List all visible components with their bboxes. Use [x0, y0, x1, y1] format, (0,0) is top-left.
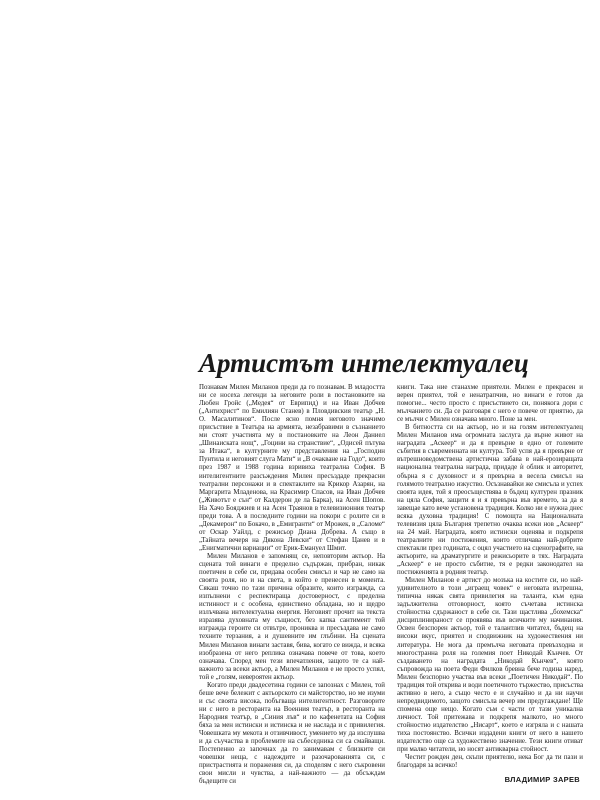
article-paragraph: Познавам Милен Миланов преди да го познавам. В младостта ни се носеха легенди за неговите роли в постановките на Любен Гройс („Медея“ от Еврипид) и на Иван Добчев („Антихрист“ по Емилиян Станев) в Пловдивския театър „Н. О. Масалитинов“. После ясно помня неговото значимо присъствие в Театъра на армията, незабравими в съзнанието ми стоят участията му в постановките на Леон Даниел „Шинаиската нощ“, „Гоцини на странствие“, „Одисей пътува за Итака“, в културните му представления на „Господин Пунтила и неговият слуга Мати“ и „В очакване на Годо“, които през 1987 и 1988 година взривиха театрална София. В интелигентните разсъждения Милен пресъздаде прекрасни театрални персонажи и в спектаклите на Крикор Азарян, на Маргарита Младенова, на Красимир Спасов, на Иван Добчев („Животът е сън“ от Калдерон де ла Барка), на Асен Шопов. На Хачо Бояджиев и на Асен Траянов в телевизионния театър преди това. А в последните години на покори с ролите си в „Декамерон“ по Бокачо, в „Емигранти“ от Мрожек, в „Саломе“ от Оскар Уайлд, с режисьор Диана Добрева. А също в „Тайната вечеря на Дякона Левски“ от Стефан Цанев и в „Енигматични вариации“ от Ерик-Емануел Шмит.: [199, 384, 385, 552]
author-signature: ВЛАДИМИР ЗАРЕВ: [504, 775, 580, 784]
article-paragraph: Честит рожден ден, скъпи приятелю, нека Бог да ти пази и благодаря за всичко!: [397, 754, 583, 770]
article-paragraph: В битността си на актьор, но и на голям интелектуалец Милен Миланов има огромната заслуга да върне живот на наградата „Аскеер“ и да я превърне в едно от големите събития в съвременната ни култура. Той успя да я превърне от вътрешноведомствена артистична забава в най-ерозиращата национална театрална награда, придаде ѝ облик и авторитет, обърна я с духовност и я превърна в весела смисъл на голямото театрално изкуство. Осъзнавайки же смисъла и успех своята идея, той я преосъществява в бъдещ културен празник на цяла София, защити я и я превърна във времето, за да я завещае като вече установена традиция. Колко ни е нужна днес всяка духовна традиция! С помощта на Националната телевизия цяла България трепетно очаква всеки нов „Аскеер“ на 24 май. Наградата, която истински оценява и подкрепя театралните ни постижения, които отличава най-добрите спектакли през годината, с оцял участието на сценографите, на актьорите, на драматургите и режисьорите в тях. Наградата „Аскеер“ е не просто събитие, тя е редки законодател на постиженията в родния театър.: [397, 424, 583, 577]
article-paragraph: Когато преди двадесетина години се запознах с Милен, той беше вече бележит с актьорското си майсторство, но ме изуми и със своята висока, побъгваща интелигентност. Разговорите ни с него в ресторанта на Военния театър, в ресторанта на Народния театър, в „Синия лъв“ и по кафенетата на София бяха за мен истински и истинска и не наслада и с привилегия. Човешката му мекота и отзивчивост, умението му да изслушва и да съучаства в проблемите на събеседника си са смайващи. Постепенно аз започнах да го занимавам с близките си човешки неща, с надеждите и разочарованията си, с пристрастията и поражения си, да споделям с него съкровени свои мисли и чувства, а най-важното — да обсъждам бъдещите си: [199, 681, 385, 786]
article-paragraph: Милен Миланов е запомнящ се, неповторим актьор. На сцената той винаги е пределно съдържан, прибран, никак поетичен в себе си, придава особен смисъл и чар не само на своята роля, но и на света, в който е пренесен в момента. Сякаш точно по тази причина образите, които изгражда, са изпълнени с респектираща достоверност, с пределна истинност и с особена, единствено обладана, но и щедро излъчвана интелектуална енергия. Неговият прочит на текста изразява духовната му същност, без капка сантимент той изгражда героите си отвътре, прониква и пресъздава не само техните терзания, а и душевните им глъбини. На сцената Милен Миланов винаги заставя, бива, когато се вижда, и всяка изобразена от него реплика означава повече от това, което означава. Според мен тези впечатления, защото те са най-важното за всеки актьор, а Милен Миланов е не просто успял, той е „голям, невероятен актьор.: [199, 552, 385, 681]
article-title: Артистът интелектуалец: [199, 348, 529, 378]
article-paragraph: Милен Миланов е артист до мозъка на костите си, но най-удивителното в този „играещ човек“ е неговата вътрешна, типична някак свята привилегия на таланта, към една задължителна отговорност, която съчетава истинска стойностна сдържаност в себе си. Тази щастлива „бохемска“ дисциплинираност се проявява във всичките му начинания. Освен безспорен актьор, той е талантлив читател, бъдещ на високи вкус, приятел и сподвижник на художествения ни литература. Не мога да премълча неговата превъзходна и многостранна роля на големия поет Никодай Кънчев. От създаването на наградата „Никодай Кънчев“, която съпровожда на поета Феди Филков бревна бече година наред, Милен безспорно участва във всеки „Поетичен Никодай“. По традиция той открива и води поетичното тържество, присъства активно в него, а също често е и случайно и да ни научи непредвидимото, защото смисъла вечер им предугаждане! Ще спомена още нещо. Когато съм с части от тази уникална личност. Той притежава и подкрепя малкото, но много стойностно издателство „Нисарт“, което е изгряла и с нашата тиха постоянство. Всички издадени книги от него в нашето издателство още са художествено значение. Тези книги отиват при малко читатели, но носят антикварна стойност.: [397, 577, 583, 754]
article-paragraph: книги. Така ние станахме приятели. Милен е прекрасен и верен приятел, той е ненатрапчив, но винаги е готов да помогне... често просто с присъствието си, понякога дори с мълчанието си. Да се разговаря с него е повече от приятно, да се мълчи с Милен означава много. Поне за мен.: [397, 384, 583, 424]
article-column-left: [199, 384, 385, 786]
article-column-right: [397, 384, 583, 774]
